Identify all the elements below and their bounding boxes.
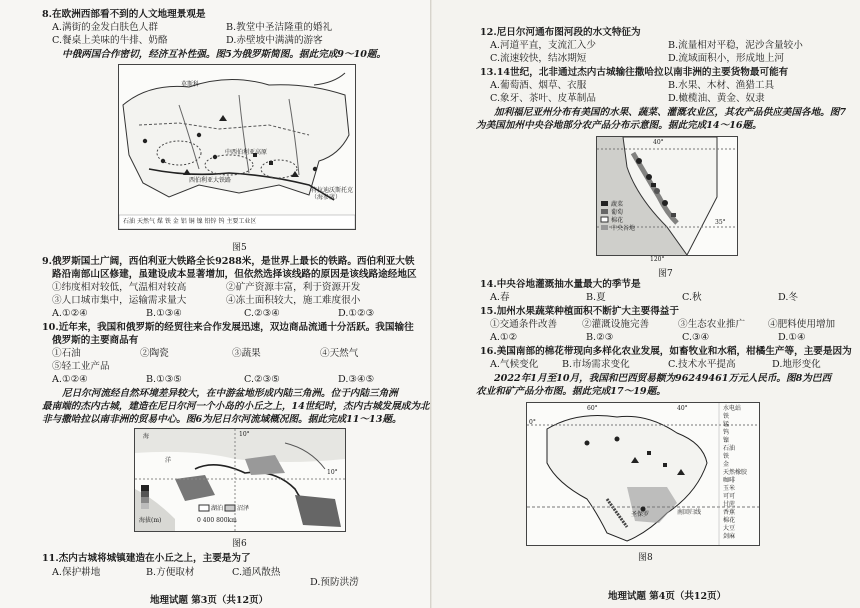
q11-option-d: D.预防洪涝 bbox=[310, 577, 359, 588]
fig8-sao-paulo: 圣保罗 bbox=[631, 511, 650, 518]
q10-stem-1: 10.近年来，我国和俄罗斯的经贸往来合作发展迅速，双边商品流通十分活跃。我国输往 bbox=[42, 322, 414, 333]
fig5-label-vladivostok: 符拉迪沃斯托克（海参崴） bbox=[311, 187, 354, 201]
q10-choice-3: ③蔬果 bbox=[232, 348, 261, 359]
q15-option-a: A.①② bbox=[490, 332, 518, 343]
intro-14-line-1: 加利福尼亚州分布有美国的水果、蔬菜、灌溉农业区，其农产品供应美国各地。图7 bbox=[494, 107, 847, 118]
q8-option-a: A.满街的金发白肤色人群 bbox=[52, 22, 158, 33]
intro-11-line-1: 尼日尔河流经自然环境差异较大，在中游盆地形成内陆三角洲。位于内陆三角洲 bbox=[62, 388, 398, 399]
q9-choice-3: ③人口城市集中，运输需求量大 bbox=[52, 295, 187, 306]
q15-option-c: C.③④ bbox=[682, 332, 710, 343]
q16-option-d: D.地形变化 bbox=[772, 359, 821, 370]
fig8-equator: 0° bbox=[529, 419, 536, 426]
q9-option-a: A.①②④ bbox=[52, 308, 88, 319]
intro-9-10: 中俄两国合作密切，经济互补性强。图5为俄罗斯简图。据此完成9～10题。 bbox=[62, 49, 387, 60]
q15-option-b: B.②③ bbox=[586, 332, 614, 343]
fig6-legend-lake: 湖泊 bbox=[211, 505, 224, 512]
q15-option-d: D.①④ bbox=[778, 332, 806, 343]
fig6-scale: 0 400 800km bbox=[197, 517, 237, 524]
fig5-label-plateau: 中西伯利亚高原 bbox=[225, 149, 268, 156]
q16-option-b: B.市场需求变化 bbox=[562, 359, 630, 370]
q16-option-a: A.气候变化 bbox=[490, 359, 539, 370]
q12-stem: 12.尼日尔河通布图河段的水文特征为 bbox=[480, 27, 641, 38]
q11-option-b: B.方便取材 bbox=[146, 567, 195, 578]
q12-option-b: B.流量相对平稳，泥沙含量较小 bbox=[668, 40, 803, 51]
q14-option-a: A.春 bbox=[490, 292, 510, 303]
q11-option-a: A.保护耕地 bbox=[52, 567, 101, 578]
fig8-tropic: 南回归线 bbox=[677, 509, 702, 516]
fig7-legend-valley: 中央谷地 bbox=[611, 225, 636, 232]
q11-stem: 11.杰内古城将城镇建造在小丘之上，主要是为了 bbox=[42, 553, 251, 564]
figure-5-russia-map bbox=[118, 64, 356, 230]
intro-17-line-1: 2022年1月至10月，我国和巴西贸易额为96249461万元人民币。图8为巴西 bbox=[494, 373, 832, 384]
fig7-legend-veg: 蔬菜 bbox=[611, 201, 624, 208]
q13-option-b: B.水果、木材、渔猎工具 bbox=[668, 80, 775, 91]
fig7-legend-grape: 葡萄 bbox=[611, 209, 624, 216]
fig8-legend: 水电站 铁 锰 钨 镍 石油 铁 金 天然橡胶 咖啡 玉米 可可 甘蔗 香蕉 棉花 大豆 剑麻 bbox=[723, 405, 748, 540]
fig8-lon-60: 60° bbox=[587, 405, 598, 412]
q9-choice-4: ④冻土面积较大，施工难度很小 bbox=[226, 295, 361, 306]
fig5-caption: 图5 bbox=[232, 243, 247, 253]
q14-stem: 14.中央谷地灌溉抽水量最大的季节是 bbox=[480, 279, 641, 290]
q8-stem: 8.在欧洲西部看不到的人文地理景观是 bbox=[42, 9, 206, 20]
q8-option-c: C.餐桌上美味的牛排、奶酪 bbox=[52, 35, 168, 46]
niger-map-graphic bbox=[135, 429, 345, 531]
q10-option-a: A.①②④ bbox=[52, 374, 88, 385]
q10-choice-1: ①石油 bbox=[52, 348, 81, 359]
intro-11-line-3: 非与撒哈拉以南非洲的贸易中心。图6为尼日尔河流域概况图。据此完成11～13题。 bbox=[42, 414, 402, 425]
q10-choice-2: ②陶瓷 bbox=[140, 348, 169, 359]
q9-stem-1: 9.俄罗斯国土广阔，西伯利亚大铁路全长9288米，是世界上最长的铁路。西伯利亚大铁 bbox=[42, 256, 415, 267]
russia-map-graphic bbox=[119, 65, 355, 229]
fig7-lat-35: 35° bbox=[715, 219, 726, 226]
q9-option-b: B.①③④ bbox=[146, 308, 182, 319]
q13-option-d: D.橄榄油、黄金、奴隶 bbox=[668, 93, 765, 104]
q15-choice-3: ③生态农业推广 bbox=[678, 319, 746, 330]
q8-option-b: B.教堂中圣洁隆重的婚礼 bbox=[226, 22, 333, 33]
q9-stem-2: 路沿南部山区修建，虽建设成本显著增加，但依然选择该线路的原因是该线路途经地区 bbox=[52, 269, 417, 280]
q12-option-d: D.流域面积小，形成地上河 bbox=[668, 53, 784, 64]
figure-6-niger-map bbox=[134, 428, 346, 532]
q15-choice-2: ②灌溉设施完善 bbox=[582, 319, 650, 330]
q9-choice-1: ①纬度相对较低，气温相对较高 bbox=[52, 282, 187, 293]
q14-option-d: D.冬 bbox=[778, 292, 798, 303]
q10-stem-2: 俄罗斯的主要商品有 bbox=[52, 335, 139, 346]
figure-8-brazil-map bbox=[526, 402, 760, 546]
q10-choice-4: ④天然气 bbox=[320, 348, 359, 359]
q10-option-d: D.③④⑤ bbox=[338, 374, 375, 385]
q16-option-c: C.技术水平提高 bbox=[668, 359, 736, 370]
intro-17-line-2: 农业和矿产品分布图。据此完成17～19题。 bbox=[476, 386, 666, 397]
fig7-lat-40: 40° bbox=[653, 139, 664, 146]
q15-choice-1: ①交通条件改善 bbox=[490, 319, 558, 330]
q15-choice-4: ④肥料使用增加 bbox=[768, 319, 836, 330]
intro-11-line-2: 最南端的杰内古城，建造在尼日尔河一个小岛的小丘之上，14世纪时，杰内古城发展成为北 bbox=[42, 401, 430, 412]
fig6-elev: 海拔(m) bbox=[139, 517, 162, 524]
fig8-caption: 图8 bbox=[638, 553, 653, 563]
fig7-caption: 图7 bbox=[658, 269, 673, 279]
q14-option-c: C.秋 bbox=[682, 292, 702, 303]
q13-option-a: A.葡萄酒、烟草、衣服 bbox=[490, 80, 587, 91]
left-footer: 地理试题 第3页（共12页） bbox=[150, 595, 269, 606]
q9-choice-2: ②矿产资源丰富，利于资源开发 bbox=[226, 282, 361, 293]
q12-option-a: A.河道平直，支流汇入少 bbox=[490, 40, 596, 51]
fig6-caption: 图6 bbox=[232, 539, 247, 549]
q8-option-d: D.赤壁坡中满满的游客 bbox=[226, 35, 323, 46]
fig6-lat: 10° bbox=[327, 469, 338, 476]
fig8-lon-40: 40° bbox=[677, 405, 688, 412]
q13-option-c: C.象牙、茶叶、皮革制品 bbox=[490, 93, 596, 104]
fig6-lon: 10° bbox=[239, 431, 250, 438]
fig5-label-railway: 西伯利亚大铁路 bbox=[189, 177, 232, 184]
q10-option-b: B.①③⑤ bbox=[146, 374, 182, 385]
figure-7-california-map bbox=[596, 136, 738, 256]
q16-stem: 16.美国南部的棉花带现向多样化农业发展，如畜牧业和水稻，柑橘生产等，主要是因为 bbox=[480, 346, 852, 357]
fig5-label-moscow: 莫斯科 bbox=[181, 81, 200, 88]
q15-stem: 15.加州水果蔬菜种植面积不断扩大主要得益于 bbox=[480, 306, 679, 317]
q14-option-b: B.夏 bbox=[586, 292, 606, 303]
q10-option-c: C.②③⑤ bbox=[244, 374, 280, 385]
fig6-sea-2: 洋 bbox=[165, 457, 172, 464]
q10-choice-5: ⑤轻工业产品 bbox=[52, 361, 110, 372]
fig6-legend-swamp: 沼泽 bbox=[237, 505, 250, 512]
q13-stem: 13.14世纪，北非通过杰内古城输往撒哈拉以南非洲的主要货物最可能有 bbox=[480, 67, 789, 78]
right-footer: 地理试题 第4页（共12页） bbox=[608, 591, 727, 602]
fig6-sea-1: 海 bbox=[143, 433, 150, 440]
fig5-legend: 石油 天然气 煤 铁 金 铝 铜 镍 铅锌 钨 主要工业区 bbox=[123, 218, 257, 225]
right-page bbox=[432, 0, 860, 608]
fig7-legend-cotton: 棉花 bbox=[611, 217, 624, 224]
q12-option-c: C.流速较快，结冰期短 bbox=[490, 53, 587, 64]
intro-14-line-2: 为美国加州中央谷地部分农产品分布示意图。据此完成14～16题。 bbox=[476, 120, 762, 131]
q11-option-c: C.通风散热 bbox=[232, 567, 281, 578]
q9-option-c: C.②③④ bbox=[244, 308, 280, 319]
fig7-lon: 120° bbox=[650, 256, 665, 263]
california-map-graphic bbox=[597, 137, 737, 255]
q9-option-d: D.①②③ bbox=[338, 308, 375, 319]
